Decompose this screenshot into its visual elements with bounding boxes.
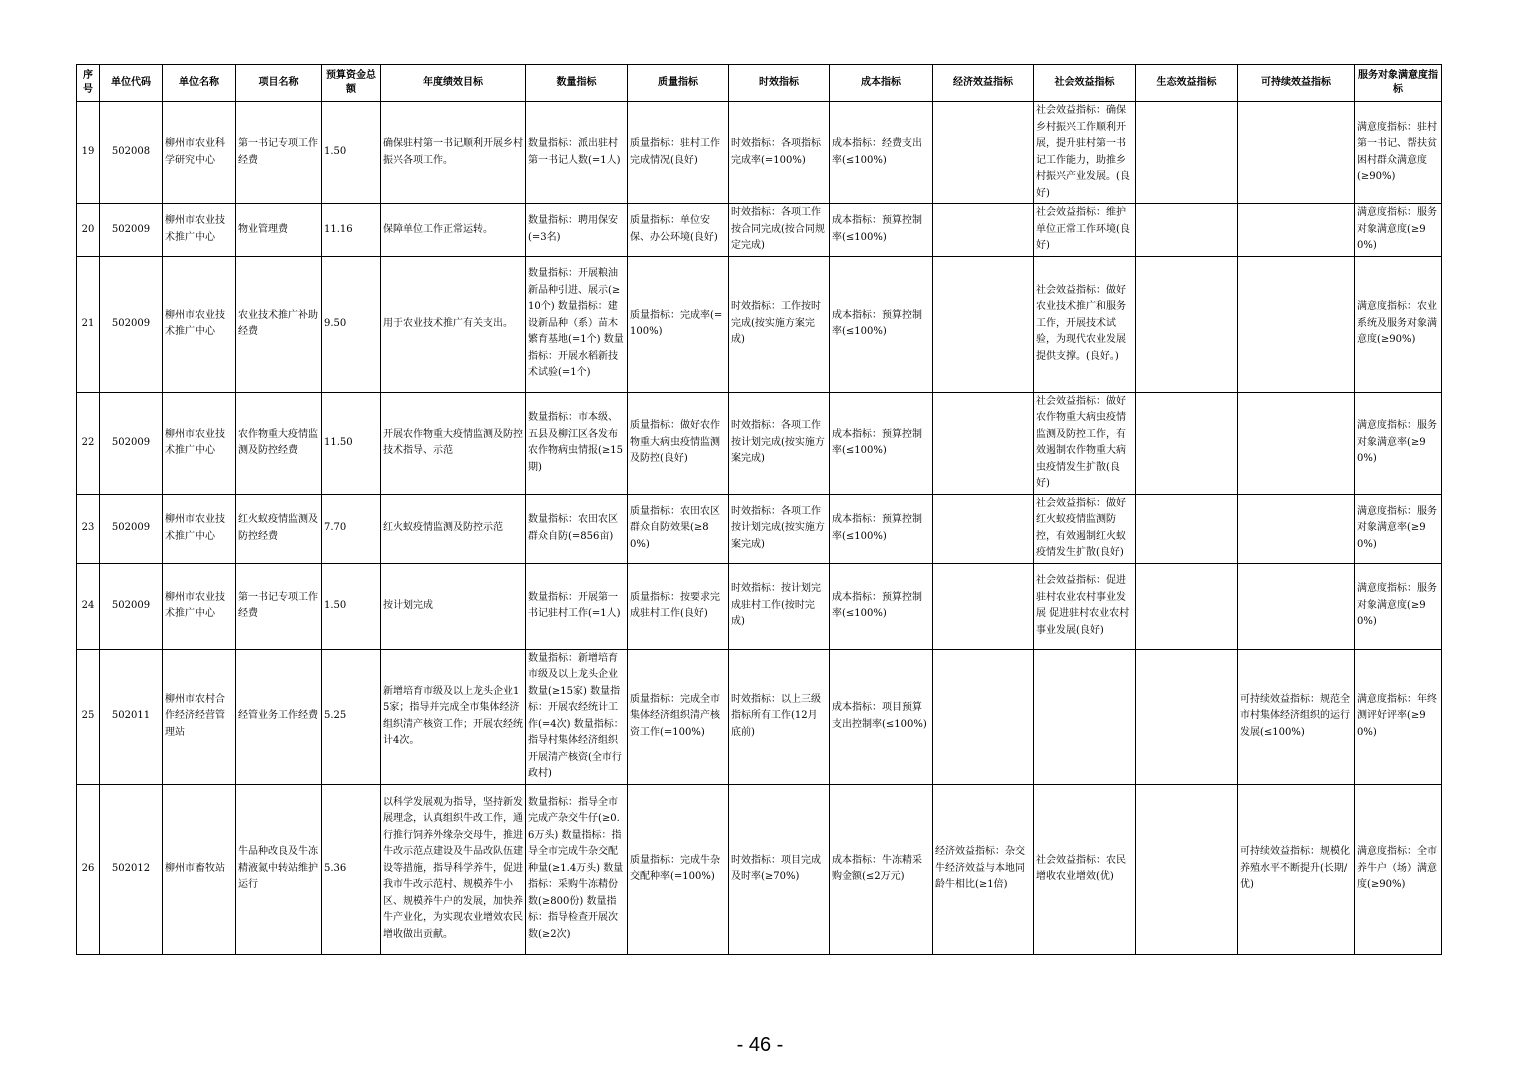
cell-sustainable — [1238, 494, 1355, 563]
cell-sustainable — [1238, 256, 1355, 392]
cell-sustainable — [1238, 102, 1355, 204]
cell-economic — [933, 563, 1034, 649]
cell-social: 社会效益指标：做好红火蚁疫情监测防控，有效遏制红火蚁疫情发生扩散(良好) — [1034, 494, 1136, 563]
cell-goal: 按计划完成 — [381, 563, 526, 649]
cell-code: 502009 — [100, 563, 163, 649]
cell-amount: 1.50 — [322, 102, 381, 204]
table-row — [77, 392, 1442, 494]
cell-ecological — [1136, 494, 1238, 563]
cell-quality: 质量指标：驻村工作完成情况(良好) — [628, 102, 729, 204]
cell-quantity: 数量指标：聘用保安(=3名) — [526, 204, 628, 257]
cell-project: 第一书记专项工作经费 — [236, 102, 322, 204]
table-row — [77, 256, 1442, 392]
table-row — [77, 102, 1442, 204]
cell-satisfaction: 满意度指标：服务对象满意率(≥90%) — [1355, 494, 1442, 563]
cell-amount: 1.50 — [322, 563, 381, 649]
cell-seq: 19 — [77, 102, 100, 204]
cell-cost: 成本指标：预算控制率(≤100%) — [830, 204, 933, 257]
cell-seq: 26 — [77, 784, 100, 954]
cell-sustainable — [1238, 392, 1355, 494]
cell-quality: 质量指标：按要求完成驻村工作(良好) — [628, 563, 729, 649]
header-satisfaction: 服务对象满意度指标 — [1355, 65, 1442, 102]
cell-code: 502012 — [100, 784, 163, 954]
cell-quality: 质量指标：完成率(=100%) — [628, 256, 729, 392]
cell-satisfaction: 满意度指标：年终测评好评率(≥90%) — [1355, 649, 1442, 784]
header-economic: 经济效益指标 — [933, 65, 1034, 102]
table-row — [77, 649, 1442, 784]
table-row — [77, 563, 1442, 649]
header-cost: 成本指标 — [830, 65, 933, 102]
cell-amount: 9.50 — [322, 256, 381, 392]
cell-satisfaction: 满意度指标：农业系统及服务对象满意度(≥90%) — [1355, 256, 1442, 392]
cell-seq: 24 — [77, 563, 100, 649]
cell-cost: 成本指标：牛冻精采购金额(≤2万元) — [830, 784, 933, 954]
cell-unit: 柳州市畜牧站 — [163, 784, 236, 954]
cell-seq: 25 — [77, 649, 100, 784]
page-number: - 46 - — [736, 1034, 784, 1056]
cell-unit: 柳州市农业技术推广中心 — [163, 392, 236, 494]
cell-quantity: 数量指标：指导全市完成产杂交牛仔(≥0.6万头) 数量指标：指导全市完成牛杂交配种量(≥1.4万头) 数量指标：采购牛冻精份数(≥800份) 数量指标：指导检查开展次数(≥2次) — [526, 784, 628, 954]
cell-cost: 成本指标：预算控制率(≤100%) — [830, 494, 933, 563]
cell-ecological — [1136, 649, 1238, 784]
cell-economic — [933, 102, 1034, 204]
cell-timeliness: 时效指标：工作按时完成(按实施方案完成) — [729, 256, 830, 392]
cell-ecological — [1136, 102, 1238, 204]
cell-quantity: 数量指标：市本级、五县及柳江区各发布农作物病虫情报(≥15期) — [526, 392, 628, 494]
cell-timeliness: 时效指标：各项工作按计划完成(按实施方案完成) — [729, 494, 830, 563]
cell-economic — [933, 256, 1034, 392]
cell-unit: 柳州市农业技术推广中心 — [163, 256, 236, 392]
header-quality: 质量指标 — [628, 65, 729, 102]
cell-amount: 7.70 — [322, 494, 381, 563]
cell-unit: 柳州市农业技术推广中心 — [163, 494, 236, 563]
cell-quantity: 数量指标：农田农区群众自防(=856亩) — [526, 494, 628, 563]
header-timeliness: 时效指标 — [729, 65, 830, 102]
table-row — [77, 494, 1442, 563]
header-row — [77, 65, 1442, 102]
cell-quantity: 数量指标：开展粮油新品种引进、展示(≥10个) 数量指标：建设新品种（系）苗木繁育基地(=1个) 数量指标：开展水稻新技术试验(=1个) — [526, 256, 628, 392]
header-sustainable: 可持续效益指标 — [1238, 65, 1355, 102]
cell-ecological — [1136, 392, 1238, 494]
cell-social: 社会效益指标：促进驻村农业农村事业发展 促进驻村农业农村事业发展(良好) — [1034, 563, 1136, 649]
table-row — [77, 784, 1442, 954]
cell-timeliness: 时效指标：按计划完成驻村工作(按时完成) — [729, 563, 830, 649]
cell-timeliness: 时效指标：各项工作按计划完成(按实施方案完成) — [729, 392, 830, 494]
cell-social: 社会效益指标：做好农业技术推广和服务工作，开展技术试验，为现代农业发展提供支撑。(良好。) — [1034, 256, 1136, 392]
cell-unit: 柳州市农业技术推广中心 — [163, 563, 236, 649]
cell-timeliness: 时效指标：以上三级指标所有工作(12月底前) — [729, 649, 830, 784]
cell-amount: 5.36 — [322, 784, 381, 954]
cell-seq: 23 — [77, 494, 100, 563]
cell-ecological — [1136, 784, 1238, 954]
cell-economic: 经济效益指标：杂交牛经济效益与本地同龄牛相比(≥1倍) — [933, 784, 1034, 954]
header-project: 项目名称 — [236, 65, 322, 102]
cell-seq: 22 — [77, 392, 100, 494]
cell-satisfaction: 满意度指标：驻村第一书记、帮扶贫困村群众满意度(≥90%) — [1355, 102, 1442, 204]
cell-goal: 保障单位工作正常运转。 — [381, 204, 526, 257]
header-social: 社会效益指标 — [1034, 65, 1136, 102]
cell-goal: 以科学发展观为指导，坚持新发展理念，认真组织牛改工作，通行推行饲养外缘杂交母牛，推进牛改示范点建设及牛品改队伍建设等措施，指导科学养牛，促进我市牛改示范村、规模养牛小区、规模养牛户的发展，加快养牛产业化，为实现农业增效农民增收做出贡献。 — [381, 784, 526, 954]
cell-seq: 21 — [77, 256, 100, 392]
cell-social: 社会效益指标：确保乡村振兴工作顺利开展，提升驻村第一书记工作能力，助推乡村振兴产业发展。(良好) — [1034, 102, 1136, 204]
cell-code: 502009 — [100, 204, 163, 257]
cell-satisfaction: 满意度指标：服务对象满意度(≥90%) — [1355, 204, 1442, 257]
header-goal: 年度绩效目标 — [381, 65, 526, 102]
cell-amount: 11.50 — [322, 392, 381, 494]
header-seq: 序号 — [77, 65, 100, 102]
cell-code: 502011 — [100, 649, 163, 784]
cell-code: 502008 — [100, 102, 163, 204]
cell-unit: 柳州市农村合作经济经营管理站 — [163, 649, 236, 784]
cell-satisfaction: 满意度指标：服务对象满意率(≥90%) — [1355, 392, 1442, 494]
cell-ecological — [1136, 204, 1238, 257]
cell-project: 第一书记专项工作经费 — [236, 563, 322, 649]
cell-project: 经管业务工作经费 — [236, 649, 322, 784]
cell-quality: 质量指标：完成牛杂交配种率(=100%) — [628, 784, 729, 954]
cell-quantity: 数量指标：开展第一书记驻村工作(=1人) — [526, 563, 628, 649]
cell-satisfaction: 满意度指标：服务对象满意度(≥90%) — [1355, 563, 1442, 649]
cell-goal: 红火蚁疫情监测及防控示范 — [381, 494, 526, 563]
cell-goal: 确保驻村第一书记顺利开展乡村振兴各项工作。 — [381, 102, 526, 204]
cell-unit: 柳州市农业技术推广中心 — [163, 204, 236, 257]
cell-economic — [933, 494, 1034, 563]
cell-timeliness: 时效指标：各项工作按合同完成(按合同规定完成) — [729, 204, 830, 257]
cell-social — [1034, 649, 1136, 784]
cell-cost: 成本指标：预算控制率(≤100%) — [830, 563, 933, 649]
cell-timeliness: 时效指标：项目完成及时率(≥70%) — [729, 784, 830, 954]
cell-social: 社会效益指标：做好农作物重大病虫疫情监测及防控工作，有效遏制农作物重大病虫疫情发生扩散(良好) — [1034, 392, 1136, 494]
cell-economic — [933, 649, 1034, 784]
cell-goal: 新增培育市级及以上龙头企业15家；指导并完成全市集体经济组织清产核资工作；开展农经统计4次。 — [381, 649, 526, 784]
cell-goal: 开展农作物重大疫情监测及防控技术指导、示范 — [381, 392, 526, 494]
performance-table — [76, 64, 1442, 955]
cell-quality: 质量指标：完成全市集体经济组织清产核资工作(=100%) — [628, 649, 729, 784]
cell-quality: 质量指标：做好农作物重大病虫疫情监测及防控(良好) — [628, 392, 729, 494]
cell-seq: 20 — [77, 204, 100, 257]
header-quantity: 数量指标 — [526, 65, 628, 102]
table-row — [77, 204, 1442, 257]
cell-quantity: 数量指标：派出驻村第一书记人数(=1人) — [526, 102, 628, 204]
cell-sustainable — [1238, 563, 1355, 649]
cell-cost: 成本指标：预算控制率(≤100%) — [830, 392, 933, 494]
cell-quality: 质量指标：农田农区群众自防效果(≥80%) — [628, 494, 729, 563]
cell-project: 农作物重大疫情监测及防控经费 — [236, 392, 322, 494]
cell-cost: 成本指标：预算控制率(≤100%) — [830, 256, 933, 392]
cell-project: 牛品种改良及牛冻精液氮中转站维护运行 — [236, 784, 322, 954]
cell-quantity: 数量指标：新增培育市级及以上龙头企业数量(≥15家) 数量指标：开展农经统计工作(=4次) 数量指标：指导村集体经济组织开展清产核资(全市行政村) — [526, 649, 628, 784]
header-ecological: 生态效益指标 — [1136, 65, 1238, 102]
cell-unit: 柳州市农业科学研究中心 — [163, 102, 236, 204]
cell-quality: 质量指标：单位安保、办公环境(良好) — [628, 204, 729, 257]
cell-amount: 11.16 — [322, 204, 381, 257]
cell-cost: 成本指标：项目预算支出控制率(≤100%) — [830, 649, 933, 784]
cell-social: 社会效益指标：维护单位正常工作环境(良好) — [1034, 204, 1136, 257]
cell-code: 502009 — [100, 392, 163, 494]
cell-social: 社会效益指标：农民增收农业增效(优) — [1034, 784, 1136, 954]
cell-timeliness: 时效指标：各项指标完成率(=100%) — [729, 102, 830, 204]
cell-sustainable — [1238, 204, 1355, 257]
cell-project: 物业管理费 — [236, 204, 322, 257]
header-unit: 单位名称 — [163, 65, 236, 102]
cell-satisfaction: 满意度指标：全市养牛户（场）满意度(≥90%) — [1355, 784, 1442, 954]
cell-economic — [933, 392, 1034, 494]
cell-goal: 用于农业技术推广有关支出。 — [381, 256, 526, 392]
cell-sustainable: 可持续效益指标：规范全市村集体经济组织的运行发展(≤100%) — [1238, 649, 1355, 784]
cell-cost: 成本指标：经费支出率(≤100%) — [830, 102, 933, 204]
cell-ecological — [1136, 256, 1238, 392]
cell-code: 502009 — [100, 494, 163, 563]
cell-amount: 5.25 — [322, 649, 381, 784]
cell-sustainable: 可持续效益指标：规模化养殖水平不断提升(长期/优) — [1238, 784, 1355, 954]
header-amount: 预算资金总额 — [322, 65, 381, 102]
cell-code: 502009 — [100, 256, 163, 392]
cell-economic — [933, 204, 1034, 257]
cell-ecological — [1136, 563, 1238, 649]
cell-project: 农业技术推广补助经费 — [236, 256, 322, 392]
cell-project: 红火蚁疫情监测及防控经费 — [236, 494, 322, 563]
header-code: 单位代码 — [100, 65, 163, 102]
